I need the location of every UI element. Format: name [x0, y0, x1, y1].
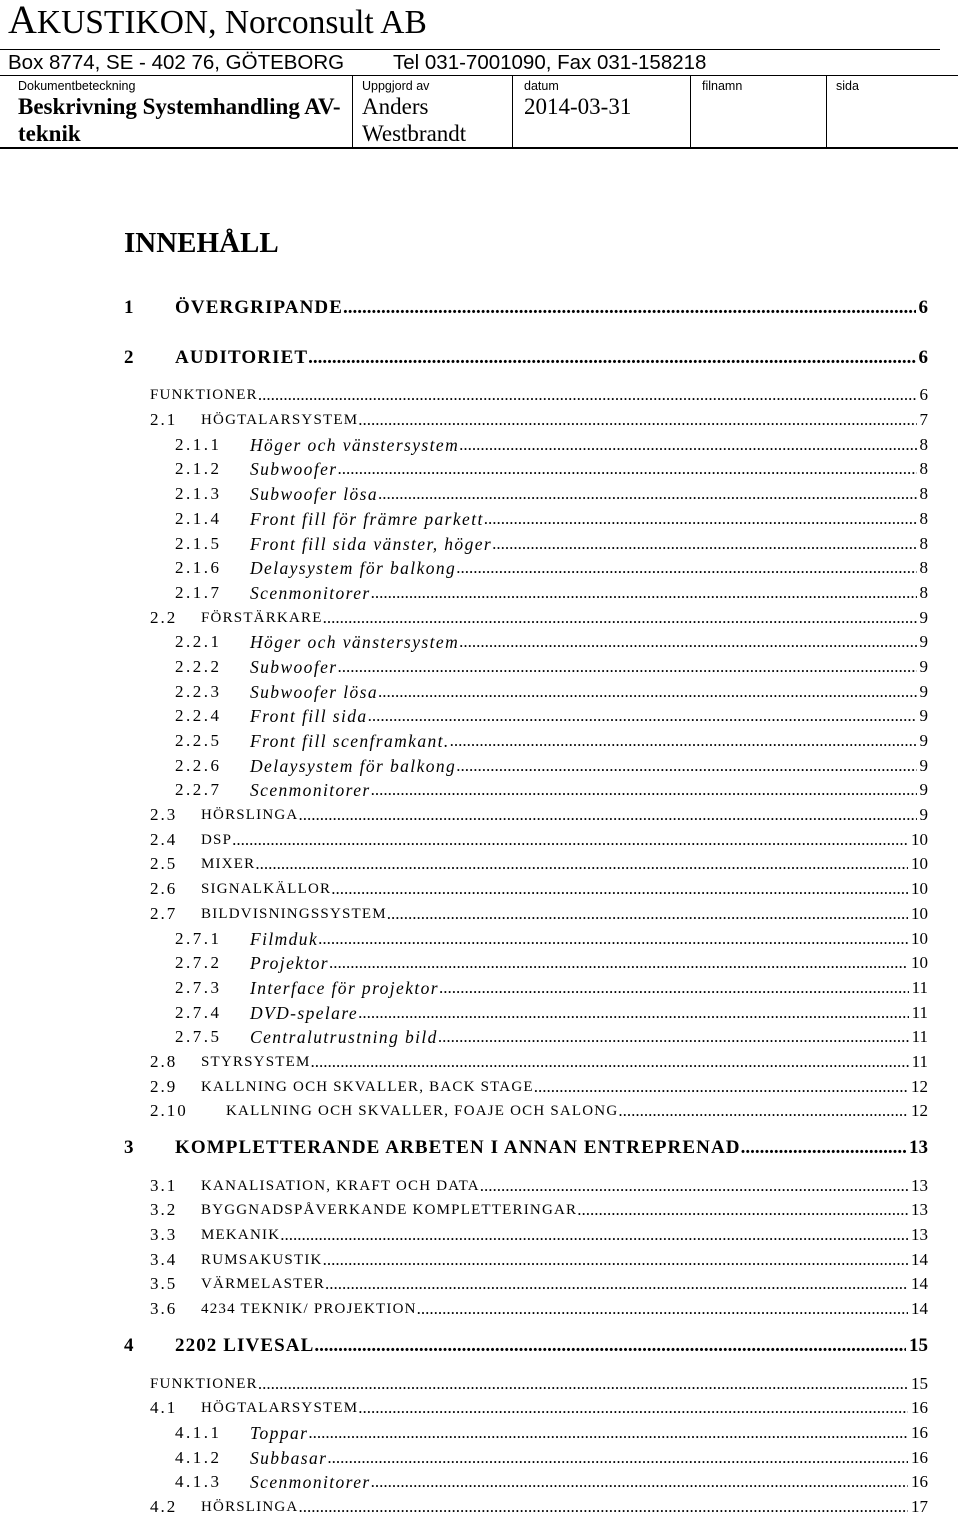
- toc-entry-page: 7: [919, 410, 928, 430]
- toc-entry-page: 6: [918, 297, 928, 318]
- toc-entry-number: 2.2.1: [175, 632, 222, 652]
- toc-entry-title: Delaysystem för balkong: [250, 755, 457, 776]
- toc-entry-title: MEKANIK: [201, 1227, 281, 1244]
- toc-entry: [124, 781, 928, 799]
- header-divider: [352, 75, 353, 148]
- toc-entry-page: 9: [919, 681, 928, 701]
- toc-dot-leader: [480, 1177, 908, 1195]
- toc-entry-title: FUNKTIONER: [150, 387, 258, 404]
- toc-entry: [124, 855, 928, 873]
- toc-entry-page: 10: [911, 903, 928, 923]
- toc-dot-leader: [358, 1399, 908, 1417]
- toc-entry-title: Interface för projektor: [250, 977, 440, 998]
- toc-dot-leader: [258, 386, 917, 404]
- date-label: datum: [524, 79, 559, 93]
- toc-entry: [124, 707, 928, 725]
- toc-entry-number: 2.7.4: [175, 1002, 222, 1022]
- toc-entry: [124, 905, 928, 923]
- toc-entry: [124, 436, 928, 454]
- toc-dot-leader: [741, 1137, 906, 1159]
- toc-dot-leader: [450, 732, 917, 750]
- toc-entry-number: 4.2: [150, 1496, 178, 1516]
- toc-dot-leader: [456, 559, 916, 577]
- toc-entry-page: 13: [909, 1137, 928, 1158]
- toc-dot-leader: [371, 781, 917, 799]
- toc-entry-page: 10: [911, 928, 928, 948]
- filename-label: filnamn: [702, 79, 743, 93]
- toc-entry-number: 4.1: [150, 1398, 178, 1418]
- toc-entry-page: 9: [919, 755, 928, 775]
- toc-entry: [124, 806, 928, 824]
- toc-dot-leader: [456, 757, 916, 775]
- toc-entry-page: 16: [911, 1447, 928, 1467]
- toc-entry: [124, 880, 928, 898]
- toc-entry-number: 4.1.1: [175, 1422, 222, 1442]
- toc-dot-leader: [618, 1102, 908, 1120]
- toc-entry-title: Front fill sida vänster, höger: [250, 533, 493, 554]
- toc-entry-title: 2202 LIVESAL: [175, 1334, 315, 1356]
- toc-entry-number: 3.6: [150, 1299, 178, 1319]
- toc-entry: [124, 683, 928, 701]
- toc-entry-title: Höger och vänstersystem: [250, 434, 460, 455]
- toc-dot-leader: [298, 806, 916, 824]
- toc-entry-title: VÄRMELASTER: [201, 1276, 326, 1293]
- company-address: Box 8774, SE - 402 76, GÖTEBORG: [8, 51, 345, 74]
- toc-entry-page: 8: [919, 459, 928, 479]
- document-label: Dokumentbeteckning: [18, 79, 136, 93]
- toc-entry-title: BYGGNADSPÅVERKANDE KOMPLETTERINGAR: [201, 1202, 578, 1219]
- toc-entry-number: 2.1.6: [175, 558, 222, 578]
- toc-entry: [124, 1275, 928, 1293]
- toc-entry-number: 2.2.4: [175, 706, 222, 726]
- toc-entry: [124, 297, 928, 319]
- toc-entry-title: AUDITORIET: [175, 346, 309, 368]
- toc-entry-title: Scenmonitorer: [250, 1472, 371, 1493]
- toc-entry: [124, 831, 928, 849]
- toc-entry-page: 6: [919, 385, 928, 405]
- toc-entry-number: 3.3: [150, 1225, 178, 1245]
- header-divider: [826, 75, 827, 148]
- toc-entry-number: 2: [124, 346, 134, 368]
- toc-entry: [124, 1498, 928, 1516]
- toc-entry: [124, 386, 928, 404]
- toc-entry-title: Subwoofer lösa: [250, 484, 379, 505]
- toc-entry-title: HÖRSLINGA: [201, 1498, 299, 1515]
- toc-entry-title: Centralutrustning bild: [250, 1027, 438, 1048]
- header-rule-bottom: [0, 147, 958, 149]
- toc-entry-page: 9: [919, 632, 928, 652]
- toc-entry-number: 2.1: [150, 410, 178, 430]
- toc-dot-leader: [323, 609, 917, 627]
- toc-entry-title: SIGNALKÄLLOR: [201, 881, 332, 898]
- toc-dot-leader: [343, 297, 915, 319]
- toc-entry-title: Filmduk: [250, 928, 319, 949]
- toc-entry-number: 3.2: [150, 1200, 178, 1220]
- toc-entry-title: KALLNING OCH SKVALLER, FOAJE OCH SALONG: [226, 1103, 619, 1120]
- toc-entry-title: 4234 TEKNIK/ PROJEKTION: [201, 1301, 417, 1318]
- toc-entry-title: HÖGTALARSYSTEM: [201, 412, 359, 429]
- toc-dot-leader: [358, 411, 916, 429]
- toc-dot-leader: [311, 1053, 909, 1071]
- toc-entry-page: 15: [909, 1334, 928, 1356]
- toc-dot-leader: [327, 1449, 908, 1467]
- toc-entry-page: 8: [919, 484, 928, 504]
- toc-entry: [124, 584, 928, 602]
- toc-entry: [124, 1300, 928, 1318]
- toc-entry-title: Subwoofer lösa: [250, 681, 379, 702]
- toc-entry-title: HÖRSLINGA: [201, 807, 299, 824]
- toc-entry: [124, 1473, 928, 1491]
- toc-dot-leader: [308, 1424, 908, 1442]
- toc-entry-number: 2.1.2: [175, 459, 222, 479]
- toc-entry-page: 14: [911, 1299, 928, 1319]
- toc-entry-number: 2.7.5: [175, 1027, 222, 1047]
- toc-entry-title: Höger och vänstersystem: [250, 632, 460, 653]
- toc-dot-leader: [371, 584, 917, 602]
- toc-entry-number: 2.1.1: [175, 434, 222, 454]
- toc-dot-leader: [417, 1300, 908, 1318]
- toc-entry-page: 14: [911, 1249, 928, 1269]
- toc-entry-number: 2.1.5: [175, 533, 222, 553]
- toc-entry: [124, 1137, 928, 1159]
- toc-entry-number: 1: [124, 297, 134, 318]
- toc-entry-number: 2.2.7: [175, 780, 222, 800]
- toc-entry-number: 2.7: [150, 903, 178, 923]
- toc-entry-title: HÖGTALARSYSTEM: [201, 1400, 359, 1417]
- header-divider: [690, 75, 691, 148]
- toc-entry-page: 9: [919, 607, 928, 627]
- toc-entry-page: 14: [911, 1274, 928, 1294]
- toc-dot-leader: [368, 707, 917, 725]
- toc-entry-number: 2.5: [150, 854, 178, 874]
- toc-entry: [124, 954, 928, 972]
- toc-dot-leader: [459, 633, 916, 651]
- toc-entry-page: 6: [918, 346, 928, 368]
- toc-dot-leader: [492, 535, 916, 553]
- toc-dot-leader: [331, 880, 908, 898]
- toc-entry-page: 8: [919, 508, 928, 528]
- header-rule-middle: [0, 75, 958, 76]
- toc-entry-number: 2.9: [150, 1076, 178, 1096]
- toc-entry-title: Front fill för främre parkett: [250, 508, 484, 529]
- toc-dot-leader: [459, 436, 916, 454]
- author-value: Anders Westbrandt: [362, 94, 467, 146]
- company-contact: Tel 031-7001090, Fax 031-158218: [393, 51, 707, 74]
- toc-dot-leader: [323, 1251, 908, 1269]
- toc-dot-leader: [314, 1335, 906, 1357]
- toc-entry-title: Delaysystem för balkong: [250, 558, 457, 579]
- header-divider: [512, 75, 513, 148]
- toc-entry-number: 2.2.6: [175, 755, 222, 775]
- toc-entry-page: 9: [919, 656, 928, 676]
- toc-entry-title: Subwoofer: [250, 656, 338, 677]
- toc-entry-title: KOMPLETTERANDE ARBETEN I ANNAN ENTREPRENAD: [175, 1137, 741, 1158]
- toc-dot-leader: [577, 1201, 908, 1219]
- toc-entry-title: Subbasar: [250, 1447, 328, 1468]
- toc-dot-leader: [358, 1004, 909, 1022]
- toc-entry-title: MIXER: [201, 856, 256, 873]
- toc-entry-title: FÖRSTÄRKARE: [201, 609, 323, 626]
- toc-entry-title: Front fill scenframkant.: [250, 731, 450, 751]
- toc-entry-number: 2.6: [150, 879, 178, 899]
- toc-entry-page: 10: [911, 879, 928, 899]
- toc-entry-page: 10: [911, 829, 928, 849]
- toc-entry-page: 8: [919, 582, 928, 602]
- header-rule-top: [0, 49, 940, 50]
- toc-entry-number: 4.1.2: [175, 1447, 222, 1467]
- date-value: 2014-03-31: [524, 94, 632, 119]
- toc-entry-number: 2.3: [150, 805, 178, 825]
- toc-entry-title: Scenmonitorer: [250, 780, 371, 801]
- toc-entry: [124, 1399, 928, 1417]
- toc-entry-page: 10: [911, 953, 928, 973]
- toc-entry: [124, 633, 928, 651]
- toc-heading: INNEHÅLL: [124, 227, 279, 259]
- toc-entry: [124, 1226, 928, 1244]
- toc-entry: [124, 930, 928, 948]
- toc-entry: [124, 1028, 928, 1046]
- toc-entry-title: Scenmonitorer: [250, 582, 371, 603]
- toc-dot-leader: [258, 1375, 908, 1393]
- toc-entry-number: 2.7.2: [175, 953, 222, 973]
- toc-entry-page: 15: [911, 1373, 928, 1393]
- toc-entry-number: 2.1.7: [175, 582, 222, 602]
- toc-entry: [124, 411, 928, 429]
- toc-entry-title: DVD-spelare: [250, 1002, 359, 1023]
- toc-entry-title: Projektor: [250, 953, 330, 974]
- document-value: Beskrivning Systemhandling AV-teknik: [18, 94, 341, 146]
- toc-entry: [124, 1449, 928, 1467]
- toc-entry-number: 2.2.2: [175, 656, 222, 676]
- toc-entry-title: DSP: [201, 831, 233, 848]
- toc-entry-page: 13: [911, 1225, 928, 1245]
- toc-entry-number: 2.1.4: [175, 508, 222, 528]
- toc-entry-page: 13: [911, 1200, 928, 1220]
- toc-entry: [124, 609, 928, 627]
- toc-entry-page: 8: [919, 558, 928, 578]
- toc-entry-number: 3.4: [150, 1249, 178, 1269]
- toc-entry-number: 3.5: [150, 1274, 178, 1294]
- toc-entry: [124, 1004, 928, 1022]
- toc-entry: [124, 1251, 928, 1269]
- toc-entry-number: 2.2: [150, 607, 178, 627]
- toc-entry-page: 8: [919, 533, 928, 553]
- toc-entry: [124, 757, 928, 775]
- toc-entry: [124, 1375, 928, 1393]
- toc-entry: [124, 1201, 928, 1219]
- toc-entry-title: FUNKTIONER: [150, 1375, 258, 1392]
- toc-entry-page: 11: [911, 1027, 928, 1047]
- toc-dot-leader: [280, 1226, 908, 1244]
- toc-dot-leader: [439, 979, 909, 997]
- toc-entry-number: 3: [124, 1137, 134, 1158]
- toc-dot-leader: [438, 1028, 909, 1046]
- page-label: sida: [836, 79, 859, 93]
- toc-entry-title: Toppar: [250, 1422, 309, 1443]
- toc-entry: [124, 1053, 928, 1071]
- toc-dot-leader: [325, 1275, 908, 1293]
- toc-entry-title: BILDVISNINGSSYSTEM: [201, 905, 387, 922]
- toc-entry-page: 16: [911, 1398, 928, 1418]
- toc-dot-leader: [329, 954, 908, 972]
- toc-entry-page: 9: [919, 731, 928, 750]
- toc-entry-page: 9: [919, 780, 928, 800]
- toc-entry-number: 2.7.3: [175, 977, 222, 997]
- toc-entry-title: Front fill sida: [250, 706, 368, 727]
- author-label: Uppgjord av: [362, 79, 430, 93]
- toc-entry-page: 8: [919, 434, 928, 454]
- toc-entry-page: 16: [911, 1422, 928, 1442]
- toc-entry: [124, 510, 928, 528]
- toc-entry-page: 9: [919, 805, 928, 825]
- toc-entry-title: KANALISATION, KRAFT OCH DATA: [201, 1177, 480, 1194]
- toc-entry-page: 10: [911, 854, 928, 874]
- toc-entry-number: 2.4: [150, 829, 178, 849]
- toc-dot-leader: [387, 905, 908, 923]
- toc-entry-number: 2.10: [150, 1101, 188, 1121]
- toc-entry: [124, 1424, 928, 1442]
- toc-entry: [124, 535, 928, 553]
- table-of-contents: [124, 287, 928, 1516]
- toc-entry: [124, 485, 928, 503]
- toc-entry-number: 2.7.1: [175, 928, 222, 948]
- toc-dot-leader: [378, 485, 916, 503]
- toc-entry: [124, 1335, 928, 1357]
- toc-entry-page: 13: [911, 1175, 928, 1195]
- toc-dot-leader: [232, 831, 908, 849]
- toc-dot-leader: [318, 930, 908, 948]
- toc-entry: [124, 460, 928, 478]
- toc-entry-number: 3.1: [150, 1175, 178, 1195]
- toc-entry-page: 12: [911, 1101, 928, 1121]
- toc-entry: [124, 1102, 928, 1120]
- toc-dot-leader: [337, 460, 916, 478]
- toc-dot-leader: [371, 1473, 908, 1491]
- toc-dot-leader: [337, 658, 916, 676]
- toc-dot-leader: [534, 1078, 908, 1096]
- toc-entry-number: 2.2.5: [175, 731, 222, 750]
- toc-entry-number: 2.1.3: [175, 484, 222, 504]
- toc-entry-page: 16: [911, 1472, 928, 1492]
- toc-entry-page: 11: [911, 1002, 928, 1022]
- toc-dot-leader: [308, 347, 915, 369]
- toc-entry-number: 4: [124, 1334, 134, 1356]
- toc-entry-page: 11: [911, 977, 928, 997]
- toc-dot-leader: [484, 510, 917, 528]
- toc-dot-leader: [378, 683, 916, 701]
- toc-entry-page: 17: [911, 1496, 928, 1516]
- toc-entry-page: 11: [911, 1051, 928, 1071]
- toc-entry-title: Subwoofer: [250, 459, 338, 480]
- toc-entry: [124, 732, 928, 750]
- toc-entry-title: RUMSAKUSTIK: [201, 1251, 323, 1268]
- toc-entry-number: 2.2.3: [175, 681, 222, 701]
- toc-entry: [124, 559, 928, 577]
- toc-entry-title: STYRSYSTEM: [201, 1053, 311, 1070]
- toc-entry-page: 9: [919, 706, 928, 726]
- toc-entry: [124, 1078, 928, 1096]
- toc-entry-number: 2.8: [150, 1051, 178, 1071]
- toc-entry-page: 12: [911, 1076, 928, 1096]
- toc-entry: [124, 347, 928, 369]
- toc-entry: [124, 1177, 928, 1195]
- toc-entry: [124, 658, 928, 676]
- toc-dot-leader: [255, 855, 908, 873]
- toc-entry-title: KALLNING OCH SKVALLER, BACK STAGE: [201, 1078, 534, 1095]
- toc-entry: [124, 979, 928, 997]
- company-name: AKUSTIKON, Norconsult AB: [8, 0, 427, 42]
- toc-dot-leader: [298, 1498, 908, 1516]
- toc-entry-title: ÖVERGRIPANDE: [175, 297, 344, 318]
- toc-entry-number: 4.1.3: [175, 1472, 222, 1492]
